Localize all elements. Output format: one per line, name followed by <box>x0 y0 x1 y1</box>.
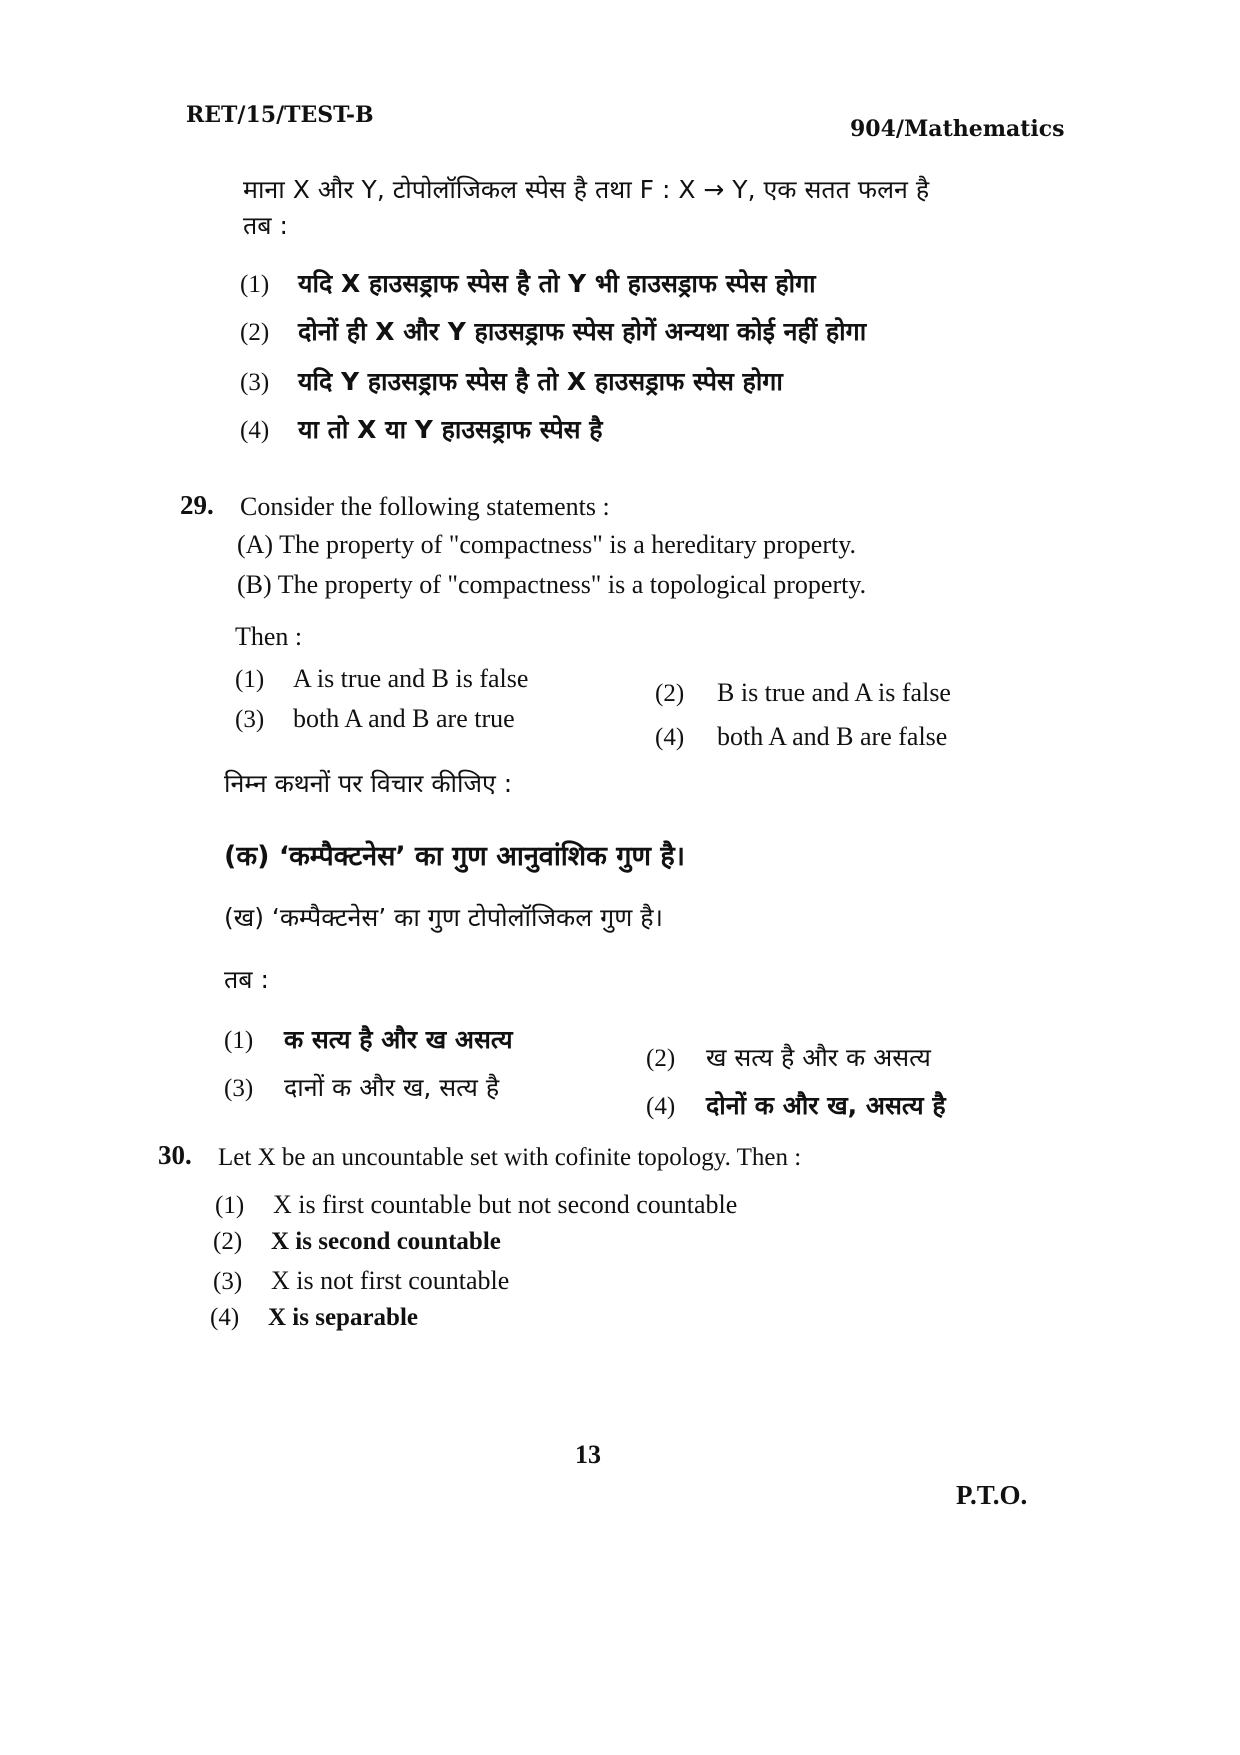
option-text: X is separable <box>268 1304 418 1331</box>
q30-option <box>215 1190 737 1220</box>
option-number: (2) <box>240 319 270 346</box>
option-text: यदि X हाउसड्राफ स्पेस है तो Y भी हाउसड्राफ स्पेस होगा <box>298 269 816 298</box>
q29-hindi-statement-a: (क) ‘कम्पैक्टनेस’ का गुण आनुवांशिक गुण है। <box>224 841 685 872</box>
q28-hindi-stem-line2: तब : <box>243 211 288 240</box>
option-number: (1) <box>235 666 265 693</box>
option-number: (3) <box>235 706 265 733</box>
q30-option <box>213 1266 509 1296</box>
option-number: (4) <box>655 724 685 751</box>
option-number: (4) <box>646 1093 676 1120</box>
option-number: (3) <box>213 1268 243 1295</box>
q30-option <box>210 1304 418 1332</box>
option-text: X is not first countable <box>271 1266 510 1295</box>
q29-hindi-statement-b: (ख) ‘कम्पैक्टनेस’ का गुण टोपोलॉजिकल गुण है। <box>224 903 663 932</box>
option-number: (3) <box>240 369 270 396</box>
option-number: (2) <box>655 680 685 707</box>
q29-statement-a: (A) The property of "compactness" is a hereditary property. <box>237 530 857 559</box>
option-text: या तो X या Y हाउसड्राफ स्पेस है <box>298 415 603 444</box>
option-text: X is first countable but not second countable <box>273 1190 738 1219</box>
option-text: X is second countable <box>271 1228 501 1255</box>
option-number: (3) <box>224 1075 254 1102</box>
q29-option <box>235 704 515 734</box>
q29-hindi-option <box>224 1022 513 1056</box>
q29-option <box>655 722 947 752</box>
paper-code: RET/15/TEST-B <box>186 102 374 128</box>
q29-statement-b: (B) The property of "compactness" is a topological property. <box>237 570 867 599</box>
option-number: (1) <box>240 271 270 298</box>
option-number: (4) <box>240 417 270 444</box>
option-number: (2) <box>646 1045 676 1072</box>
q29-hindi-option <box>224 1070 499 1104</box>
q29-option <box>235 664 528 694</box>
q30-stem: Let X be an uncountable set with cofinite topology. Then : <box>218 1144 802 1171</box>
option-text: both A and B are true <box>293 704 515 733</box>
q29-number: 29. <box>180 490 214 520</box>
q29-hindi-stem: निम्न कथनों पर विचार कीजिए : <box>224 769 513 798</box>
option-text: क सत्य है और ख असत्य <box>284 1025 513 1054</box>
q28-hindi-option <box>240 364 783 398</box>
q29-hindi-then: तब : <box>224 965 269 994</box>
option-text: दोनों ही X और Y हाउसड्राफ स्पेस होगें अन्यथा कोई नहीं होगा <box>298 317 867 346</box>
q29-option <box>655 678 951 708</box>
q28-hindi-stem-line1: माना X और Y, टोपोलॉजिकल स्पेस है तथा F : X → Y, एक सतत फलन है <box>243 175 930 204</box>
pto-label: P.T.O. <box>956 1480 1028 1510</box>
option-text: A is true and B is false <box>293 664 529 693</box>
q29-stem: Consider the following statements : <box>240 492 610 521</box>
option-text: दोनों क और ख, असत्य है <box>706 1091 946 1120</box>
q30-number: 30. <box>158 1140 192 1170</box>
q29-then: Then : <box>235 622 303 651</box>
q29-hindi-option <box>646 1088 946 1122</box>
q29-hindi-option <box>646 1040 931 1074</box>
q28-hindi-option <box>240 266 816 300</box>
q28-hindi-option <box>240 314 866 348</box>
option-number: (1) <box>224 1027 254 1054</box>
option-text: यदि Y हाउसड्राफ स्पेस है तो X हाउसड्राफ स्पेस होगा <box>298 367 783 396</box>
q30-option <box>213 1228 501 1256</box>
option-number: (1) <box>215 1192 245 1219</box>
subject-code: 904/Mathematics <box>850 116 1065 142</box>
page-number: 13 <box>575 1440 601 1469</box>
option-number: (4) <box>210 1304 240 1331</box>
option-text: B is true and A is false <box>717 678 951 707</box>
option-text: दानों क और ख, सत्य है <box>284 1073 500 1102</box>
q28-hindi-option <box>240 412 603 446</box>
option-number: (2) <box>213 1228 243 1255</box>
option-text: ख सत्य है और क असत्य <box>706 1043 931 1072</box>
option-text: both A and B are false <box>717 722 948 751</box>
